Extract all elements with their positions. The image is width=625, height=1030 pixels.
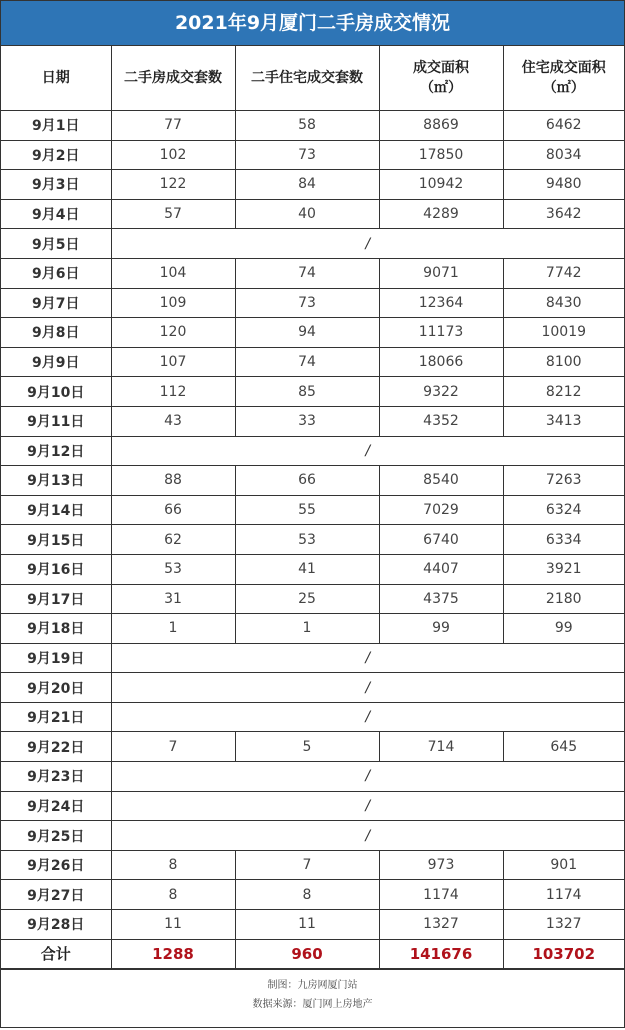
- table-row: [1, 821, 624, 851]
- row-no-data: /: [111, 702, 624, 732]
- header-residential-area-unit: （㎡）: [542, 80, 585, 96]
- row-date: 9月16日: [1, 554, 111, 584]
- row-no-data: /: [111, 643, 624, 673]
- table-row: [1, 347, 624, 377]
- table-row: [1, 850, 624, 880]
- row-area: 8540: [379, 466, 503, 496]
- header-residential-units: 二手住宅成交套数: [235, 46, 379, 111]
- row-residential-area: 7742: [503, 258, 624, 288]
- row-residential-units: 8: [235, 880, 379, 910]
- row-residential-area: 1174: [503, 880, 624, 910]
- row-no-data: /: [111, 436, 624, 466]
- header-residential-area: [503, 46, 624, 111]
- row-residential-units: 7: [235, 850, 379, 880]
- table-row: [1, 406, 624, 436]
- header-date: 日期: [1, 46, 111, 111]
- row-residential-area: 8430: [503, 288, 624, 318]
- row-residential-units: 58: [235, 111, 379, 141]
- row-residential-units: 74: [235, 258, 379, 288]
- header-area-unit: （㎡）: [420, 80, 462, 96]
- row-units: 88: [111, 466, 235, 496]
- row-area: 973: [379, 850, 503, 880]
- total-area: 141676: [379, 939, 503, 968]
- row-area: 12364: [379, 288, 503, 318]
- row-units: 31: [111, 584, 235, 614]
- row-units: 8: [111, 850, 235, 880]
- row-residential-area: 2180: [503, 584, 624, 614]
- table-row: [1, 288, 624, 318]
- row-date: 9月4日: [1, 199, 111, 229]
- row-residential-units: 94: [235, 318, 379, 348]
- row-units: 120: [111, 318, 235, 348]
- row-date: 9月25日: [1, 821, 111, 851]
- row-residential-units: 84: [235, 170, 379, 200]
- row-area: 8869: [379, 111, 503, 141]
- row-residential-units: 1: [235, 614, 379, 644]
- row-residential-units: 5: [235, 732, 379, 762]
- row-residential-units: 11: [235, 910, 379, 940]
- table-row: [1, 111, 624, 141]
- row-residential-area: 8100: [503, 347, 624, 377]
- row-residential-area: 3642: [503, 199, 624, 229]
- row-residential-units: 33: [235, 406, 379, 436]
- table-row: [1, 436, 624, 466]
- table-row: [1, 614, 624, 644]
- footer-credits: [1, 969, 624, 1027]
- row-area: 9322: [379, 377, 503, 407]
- header-row: [1, 46, 624, 111]
- table-row: [1, 170, 624, 200]
- table-row: [1, 199, 624, 229]
- row-residential-area: 7263: [503, 466, 624, 496]
- row-date: 9月11日: [1, 406, 111, 436]
- row-units: 122: [111, 170, 235, 200]
- table-row: [1, 910, 624, 940]
- row-area: 4289: [379, 199, 503, 229]
- row-residential-units: 85: [235, 377, 379, 407]
- row-units: 1: [111, 614, 235, 644]
- row-area: 6740: [379, 525, 503, 555]
- row-residential-area: 8212: [503, 377, 624, 407]
- row-date: 9月3日: [1, 170, 111, 200]
- table-row: [1, 466, 624, 496]
- table-row: [1, 702, 624, 732]
- row-area: 18066: [379, 347, 503, 377]
- row-date: 9月7日: [1, 288, 111, 318]
- footer-source: 数据来源：厦门网上房地产: [252, 998, 373, 1010]
- total-residential-units: 960: [235, 939, 379, 968]
- row-residential-area: 10019: [503, 318, 624, 348]
- row-residential-area: 8034: [503, 140, 624, 170]
- table-row: [1, 140, 624, 170]
- row-date: 9月17日: [1, 584, 111, 614]
- row-residential-units: 53: [235, 525, 379, 555]
- row-area: 10942: [379, 170, 503, 200]
- header-area: [379, 46, 503, 111]
- row-units: 53: [111, 554, 235, 584]
- row-area: 9071: [379, 258, 503, 288]
- row-area: 4352: [379, 406, 503, 436]
- row-area: 4375: [379, 584, 503, 614]
- row-residential-area: 6462: [503, 111, 624, 141]
- table-row: [1, 525, 624, 555]
- row-residential-area: 99: [503, 614, 624, 644]
- row-no-data: /: [111, 762, 624, 792]
- row-units: 109: [111, 288, 235, 318]
- row-date: 9月27日: [1, 880, 111, 910]
- table-row: [1, 673, 624, 703]
- row-residential-area: 901: [503, 850, 624, 880]
- row-date: 9月20日: [1, 673, 111, 703]
- table-row: [1, 554, 624, 584]
- row-residential-units: 25: [235, 584, 379, 614]
- table-row: [1, 732, 624, 762]
- row-residential-area: 9480: [503, 170, 624, 200]
- row-date: 9月18日: [1, 614, 111, 644]
- row-date: 9月5日: [1, 229, 111, 259]
- row-area: 7029: [379, 495, 503, 525]
- row-no-data: /: [111, 673, 624, 703]
- total-row: [1, 939, 624, 968]
- row-residential-area: 1327: [503, 910, 624, 940]
- row-date: 9月6日: [1, 258, 111, 288]
- footer-made-by: 制图：九房网厦门站: [267, 979, 358, 991]
- table-body: [1, 111, 624, 940]
- header-units: 二手房成交套数: [111, 46, 235, 111]
- row-residential-units: 73: [235, 140, 379, 170]
- table-row: [1, 495, 624, 525]
- table-row: [1, 377, 624, 407]
- row-area: 1327: [379, 910, 503, 940]
- row-date: 9月14日: [1, 495, 111, 525]
- row-residential-area: 6334: [503, 525, 624, 555]
- header-area-label: 成交面积: [413, 60, 469, 76]
- row-residential-units: 73: [235, 288, 379, 318]
- table-row: [1, 258, 624, 288]
- row-area: 714: [379, 732, 503, 762]
- table-row: [1, 318, 624, 348]
- row-date: 9月21日: [1, 702, 111, 732]
- row-no-data: /: [111, 821, 624, 851]
- row-no-data: /: [111, 229, 624, 259]
- row-area: 4407: [379, 554, 503, 584]
- row-date: 9月26日: [1, 850, 111, 880]
- row-residential-units: 66: [235, 466, 379, 496]
- row-date: 9月2日: [1, 140, 111, 170]
- row-residential-area: 3413: [503, 406, 624, 436]
- row-date: 9月15日: [1, 525, 111, 555]
- table-row: [1, 880, 624, 910]
- table-title: 2021年9月厦门二手房成交情况: [1, 1, 624, 46]
- row-date: 9月19日: [1, 643, 111, 673]
- row-residential-area: 645: [503, 732, 624, 762]
- table-row: [1, 643, 624, 673]
- row-no-data: /: [111, 791, 624, 821]
- row-units: 104: [111, 258, 235, 288]
- header-residential-area-label: 住宅成交面积: [521, 60, 606, 76]
- row-units: 8: [111, 880, 235, 910]
- table-row: [1, 229, 624, 259]
- row-units: 107: [111, 347, 235, 377]
- row-date: 9月9日: [1, 347, 111, 377]
- table-row: [1, 584, 624, 614]
- row-residential-units: 41: [235, 554, 379, 584]
- row-area: 11173: [379, 318, 503, 348]
- row-residential-area: 6324: [503, 495, 624, 525]
- table-row: [1, 791, 624, 821]
- transaction-table: [1, 46, 624, 969]
- row-residential-area: 3921: [503, 554, 624, 584]
- row-date: 9月10日: [1, 377, 111, 407]
- row-residential-units: 40: [235, 199, 379, 229]
- row-units: 77: [111, 111, 235, 141]
- row-units: 43: [111, 406, 235, 436]
- row-date: 9月22日: [1, 732, 111, 762]
- row-date: 9月24日: [1, 791, 111, 821]
- row-residential-units: 74: [235, 347, 379, 377]
- row-units: 57: [111, 199, 235, 229]
- row-units: 102: [111, 140, 235, 170]
- row-date: 9月28日: [1, 910, 111, 940]
- total-label: 合计: [1, 939, 111, 968]
- row-date: 9月13日: [1, 466, 111, 496]
- row-units: 112: [111, 377, 235, 407]
- row-area: 99: [379, 614, 503, 644]
- row-date: 9月12日: [1, 436, 111, 466]
- row-units: 62: [111, 525, 235, 555]
- row-date: 9月1日: [1, 111, 111, 141]
- row-area: 17850: [379, 140, 503, 170]
- row-units: 66: [111, 495, 235, 525]
- total-units: 1288: [111, 939, 235, 968]
- row-units: 7: [111, 732, 235, 762]
- total-residential-area: 103702: [503, 939, 624, 968]
- row-area: 1174: [379, 880, 503, 910]
- row-date: 9月23日: [1, 762, 111, 792]
- row-date: 9月8日: [1, 318, 111, 348]
- table-row: [1, 762, 624, 792]
- row-residential-units: 55: [235, 495, 379, 525]
- row-units: 11: [111, 910, 235, 940]
